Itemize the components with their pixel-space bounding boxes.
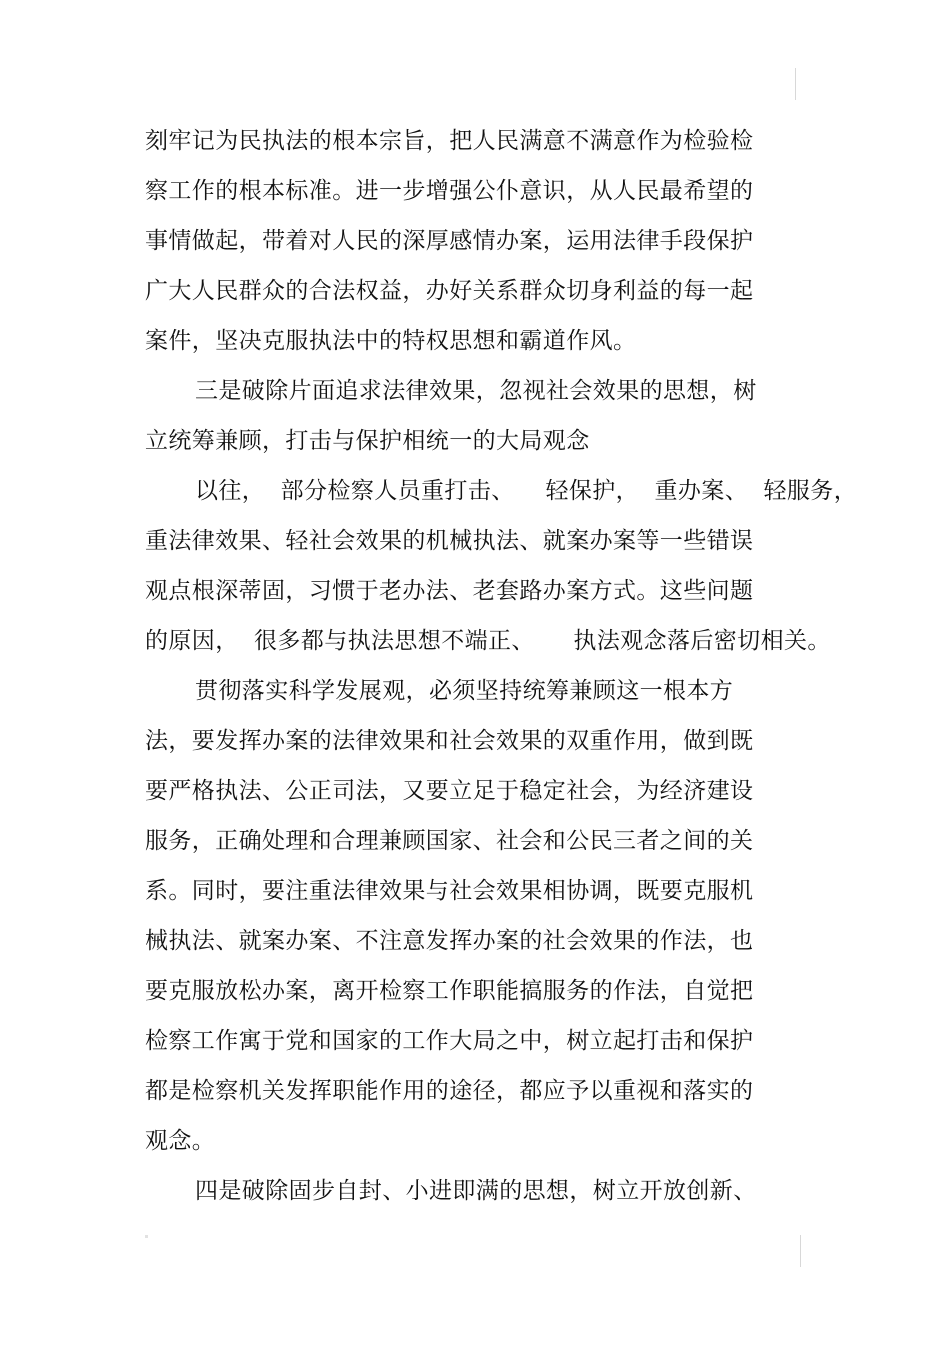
text-line-3: 事情做起，带着对人民的深厚感情办案，运用法律手段保护 bbox=[145, 228, 754, 254]
text-line-17: 械执法、就案办案、不注意发挥办案的社会效果的作法，也 bbox=[145, 928, 754, 954]
text-line-20: 都是检察机关发挥职能作用的途径，都应予以重视和落实的 bbox=[145, 1078, 754, 1104]
text-line-15: 服务，正确处理和合理兼顾国家、社会和公民三者之间的关 bbox=[145, 828, 754, 854]
text-line-10: 观点根深蒂固，习惯于老办法、老套路办案方式。这些问题 bbox=[145, 578, 754, 604]
text-line-8: 以往， 部分检察人员重打击、 轻保护， 重办案、 轻服务， bbox=[195, 478, 858, 504]
text-line-18: 要克服放松办案，离开检察工作职能搞服务的作法，自觉把 bbox=[145, 978, 754, 1004]
text-line-6: 三是破除片面追求法律效果，忽视社会效果的思想，树 bbox=[195, 378, 757, 404]
text-line-7: 立统筹兼顾，打击与保护相统一的大局观念 bbox=[145, 428, 590, 454]
bottom-right-margin-mark bbox=[800, 1235, 801, 1267]
text-line-5: 案件，坚决克服执法中的特权思想和霸道作风。 bbox=[145, 328, 637, 354]
text-line-21: 观念。 bbox=[145, 1128, 216, 1154]
bottom-left-corner-dot bbox=[145, 1235, 148, 1238]
top-right-margin-mark bbox=[795, 68, 796, 100]
text-line-16: 系。同时，要注重法律效果与社会效果相协调，既要克服机 bbox=[145, 878, 754, 904]
text-line-22: 四是破除固步自封、小进即满的思想，树立开放创新、 bbox=[195, 1178, 757, 1204]
text-line-4: 广大人民群众的合法权益，办好关系群众切身利益的每一起 bbox=[145, 278, 754, 304]
text-line-12: 贯彻落实科学发展观，必须坚持统筹兼顾这一根本方 bbox=[195, 678, 734, 704]
text-line-13: 法，要发挥办案的法律效果和社会效果的双重作用，做到既 bbox=[145, 728, 754, 754]
text-line-19: 检察工作寓于党和国家的工作大局之中，树立起打击和保护 bbox=[145, 1028, 754, 1054]
text-line-11: 的原因， 很多都与执法思想不端正、 执法观念落后密切相关。 bbox=[145, 628, 831, 654]
text-line-2: 察工作的根本标准。进一步增强公仆意识，从人民最希望的 bbox=[145, 178, 754, 204]
text-line-14: 要严格执法、公正司法，又要立足于稳定社会，为经济建设 bbox=[145, 778, 754, 804]
text-line-9: 重法律效果、轻社会效果的机械执法、就案办案等一些错误 bbox=[145, 528, 754, 554]
text-line-1: 刻牢记为民执法的根本宗旨，把人民满意不满意作为检验检 bbox=[145, 128, 754, 154]
